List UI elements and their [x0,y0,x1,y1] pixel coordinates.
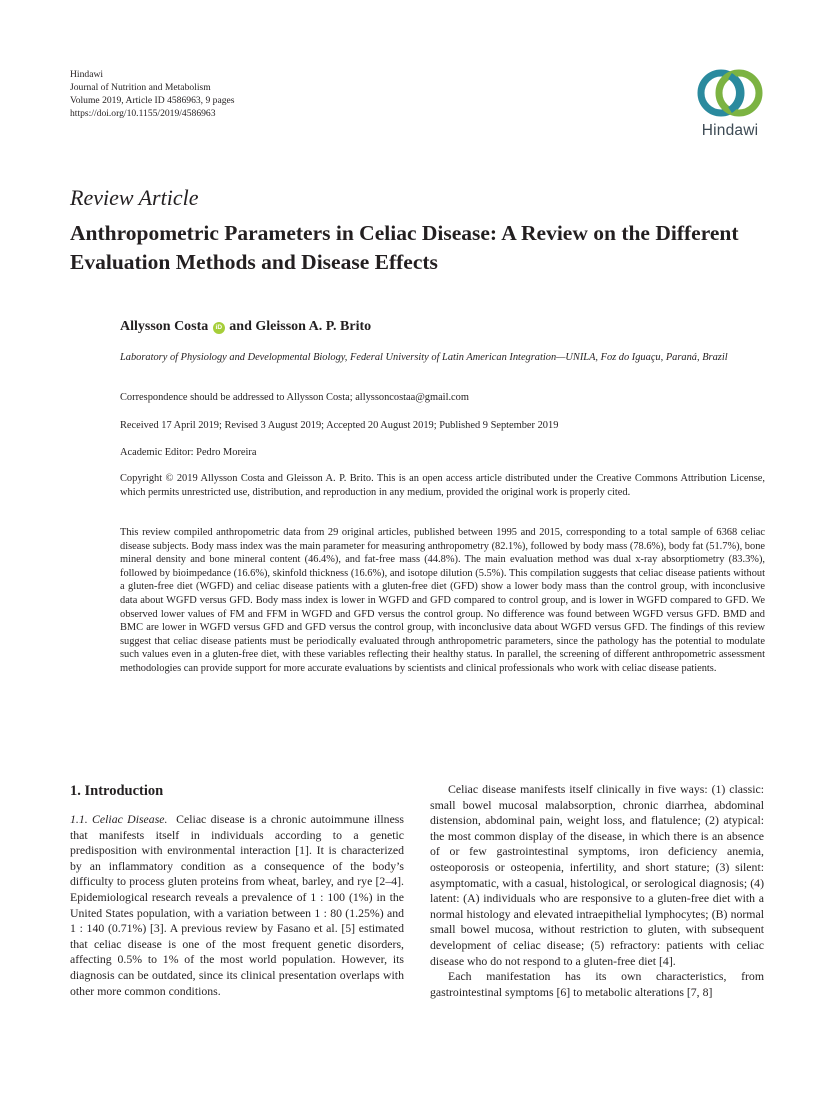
publisher-name: Hindawi [70,69,104,80]
correspondence: Correspondence should be addressed to Allysson Costa; allyssoncostaa@gmail.com [120,392,469,403]
journal-meta [70,68,235,120]
affiliation: Laboratory of Physiology and Developmental Biology, Federal University of Latin American Integration—UNILA, Foz do Iguaçu, Paraná, Brazil [120,352,728,363]
section-heading: 1. Introduction [70,783,164,799]
article-title: Anthropometric Parameters in Celiac Disease: A Review on the Different Evaluation Methods and Disease Effects [70,221,739,274]
copyright-notice: Copyright © 2019 Allysson Costa and Gleisson A. P. Brito. This is an open access article distributed under the Creative Commons Attribution License, which permits unrestricted use, distribution, and reproduction in any medium, provided the original work is properly cited. [120,473,765,498]
author-line [120,319,371,335]
paragraph-text: Celiac disease is a chronic autoimmune illness that manifests itself in individuals according to a genetic predisposition with environmental interaction [1]. It is characterized by an inflammatory condition as a consequence of the body’s difficulty to process gluten proteins from wheat, barley, and rye [2–4]. Epidemiological research reveals a prevalence of 1 : 100 (1%) in the United States population, with a variation between 1 : 80 (1.25%) and 1 : 140 (0.71%) [3]. A previous review by Fasano et al. [5] estimated that celiac disease is one of the most frequent genetic disorders, affecting 0.5% to 1% of the most world population. However, its diagnosis can be outdated, since its clinical presentation overlaps with other more common conditions. [70,812,404,998]
journal-name: Journal of Nutrition and Metabolism [70,82,211,93]
doi-link[interactable]: https://doi.org/10.1155/2019/4586963 [70,108,216,119]
paragraph: Each manifestation has its own characteristics, from gastrointestinal symptoms [6] to metabolic alterations [7, 8] [430,969,764,999]
article-type: Review Article [70,185,199,210]
author-name[interactable]: Allysson Costa [120,319,209,334]
column-left [70,812,404,999]
article-dates: Received 17 April 2019; Revised 3 August 2019; Accepted 20 August 2019; Published 9 September 2019 [120,420,559,431]
hindawi-logo [690,66,770,144]
academic-editor: Academic Editor: Pedro Moreira [120,447,257,458]
paragraph [70,812,404,999]
volume-info: Volume 2019, Article ID 4586963, 9 pages [70,95,235,106]
abstract: This review compiled anthropometric data from 29 original articles, published between 1995 and 2015, corresponding to a total sample of 6368 celiac disease subjects. Body mass index was the main parameter for measuring anthropometry (82.1%), followed by body mass (78.6%), body fat (51.7%), bone mineral density and bone mineral content (46.4%), and fat-free mass (44.8%). The main evaluation method was dual x-ray absorptiometry (83.3%), followed by bioimpedance (16.6%), skinfold thickness (16.6%), and isotope dilution (5.5%). This compilation suggests that celiac disease patients without a gluten-free diet (WGFD) and celiac disease patients with a gluten-free diet (GFD) show a lower body mass than the control group, with inconclusive data about WGFD versus GFD. Body mass index is lower in WGFD and GFD compared to control group, and is lower in WGFD compared to GFD. We observed lower values of FM and FFM in WGFD and GFD versus the control group. No difference was found between WGFD versus GFD. BMD and BMC are lower in WGFD versus GFD and GFD versus the control group, with inconclusive data about WGFD versus GFD. The findings of this review suggest that celiac disease patients must be periodically evaluated through anthropometric parameters, since the pathology has the potential to modulate such values even in a gluten-free diet, with these variables reflecting their healthy status. In parallel, the screening of different anthropometric assessment methodologies can provide support for more accurate evaluations by scientists and clinical professionals who work with celiac disease patients. [120,527,765,674]
hindawi-logo-icon [690,66,770,122]
author-names-rest[interactable]: and Gleisson A. P. Brito [229,319,372,334]
logo-wordmark: Hindawi [701,122,759,139]
paragraph: Celiac disease manifests itself clinically in five ways: (1) classic: small bowel mucosal malabsorption, chronic diarrhea, abdominal distension, abdominal pain, weight loss, and flatulence; (2) atypical: the most common display of the disease, in which there is an absence of or few gastrointestinal symptoms, iron deficiency anemia, osteoporosis or osteopenia, infertility, and short stature; (3) silent: asymptomatic, with a casual, histological, or serological diagnosis; (4) latent: (A) individuals who are responsive to a gluten-free diet with a normal histology and elevated intraepithelial lymphocytes; (B) normal small bowel mucosa, without restriction to gluten, with subsequent development of celiac disease; (5) refractory: patients with celiac disease who do not respond to a gluten-free diet [4]. [430,782,764,968]
column-right [430,782,764,1000]
orcid-icon[interactable]: iD [213,322,225,334]
subsection-heading: 1.1. Celiac Disease. [70,812,168,826]
